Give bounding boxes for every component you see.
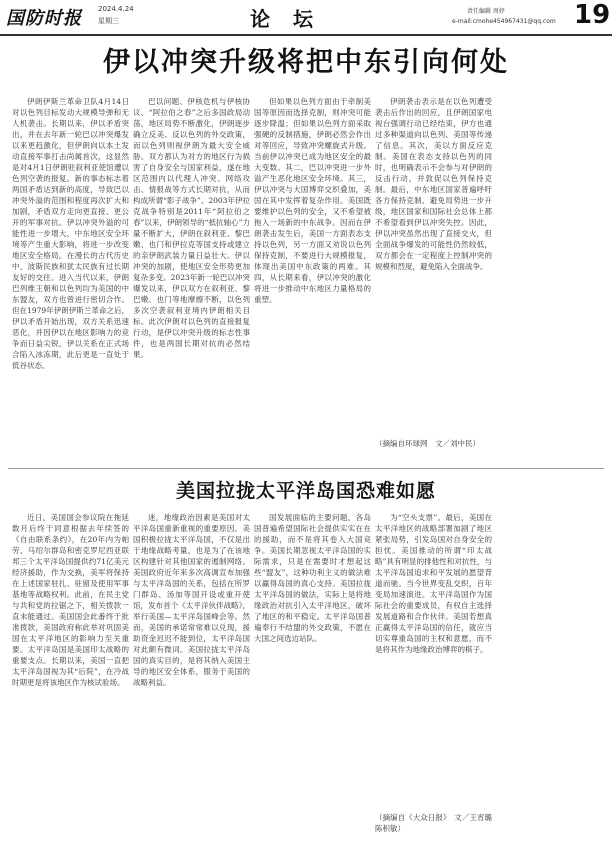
article-1-column-3-text: 但如果以色列方面由于牵制美国等原因而选择克制，则冲突可能逐步降温；但如果以色列方面采取强硬的反制措施，伊朗必然会作出对等回应，导致冲突螺旋式升级。当前伊以冲突已成为地区安全的最大变数。其二，巴以冲突进一步外溢产生恶化地区安全环境。其三，伊以冲突与大国博弈交织叠加，美国在其中发挥着复杂作用。美国既要维护以色列的安全，又不希望被拖入一场新的中东战争。因而在伊朗袭击发生后，美国一方面表态支持以色列，另一方面又劝说以色列保持克制，不要进行大规模报复，体现出美国中东政策的两难。其四，从长期来看，伊以冲突的激化将进一步推动中东地区力量格局的重塑。 xyxy=(254,97,371,304)
article-1-column-4-text: 伊朗袭击表示是在以色列遭受袭击后作出的回应，且伊朗国家电视台强调行动已经结束，伊方也通过多种渠道向以色列、美国等传递了信息。其次，美以方面反应克制。美国在表态支持以色列的同时，也明确表示不会参与对伊朗的反击行动，并敦促以色列保持克制。最后，中东地区国家普遍呼吁各方保持克制、避免局势进一步升级，地区国家和国际社会总体上都不希望看到伊以冲突失控。因此，伊以冲突虽然出现了直接交火，但全面战争爆发的可能性仍然较低，双方都会在一定程度上控制冲突的规模和烈度，避免陷入全面战争。 xyxy=(375,97,492,271)
article-1-column-1-text: 伊朗伊斯兰革命卫队4月14日对以色列目标发动大规模导弹和无人机袭击。长期以来，伊以矛盾突出，并在去年新一轮巴以冲突爆发以来更趋激化，但伊朗向以本土发动直接军事打击尚属首次，这显然是对4月1日伊朗驻叙利亚使馆遭以色列空袭的报复。新的事态标志着两国矛盾达到新的高度，导致巴以冲突外溢的范围和程度再次扩大和加剧，矛盾双方走向更直接、更公开的军事对抗。伊以冲突外溢的可能性进一步增大，中东地区安全环境等产生重大影响，将进一步改变地区安全格局。在漫长的古代历史中，波斯民族和犹太民族有过长期友好的交往。进入当代以来，伊朗巴列维王朝和以色列均为美国的中东盟友，双方也曾进行密切合作。但在1979年伊朗伊斯兰革命之后，伊以矛盾开始出现，双方关系迅速恶化，并因伊以在地区影响力的竞争而日益尖锐，伊以关系在正式场合陷入冰冻期，此后更是一直处于低谷状态。 xyxy=(12,97,129,370)
masthead xyxy=(0,0,612,36)
page-number: 19 xyxy=(574,0,611,30)
section-title: 论 坛 xyxy=(250,7,321,31)
article-2-column-1 xyxy=(12,512,129,842)
article-2-column-4 xyxy=(375,512,492,808)
newspaper-logo: 国防时报 xyxy=(6,8,82,29)
issue-date: 2024.4.24 xyxy=(98,5,134,13)
editor-email: e-mail:cmohe454967431@qq.com xyxy=(452,18,556,25)
article-1-credit: （摘编自环球网 文／刘中民） xyxy=(375,439,480,448)
article-2-column-3 xyxy=(254,512,371,842)
editor-credit: 责任编辑 周妤 xyxy=(467,8,505,15)
article-1-credit-box xyxy=(375,438,492,460)
article-2-column-4-text: 为“空头支票”。最后，美国在太平洋地区的战略部署加剧了地区紧张局势，引发岛国对自身安全的担忧。美国推动的所谓“印太战略”具有明显的排他性和对抗性，与太平洋岛国追求和平发展的愿望背道而驰。当今世界变乱交织，百年变局加速演进。太平洋岛国作为国际社会的重要成员，有权自主选择发展道路和合作伙伴。美国若想真正赢得太平洋岛国的信任，就应当切实尊重岛国的主权和意愿，而不是将其作为地缘政治博弈的棋子。 xyxy=(375,513,492,654)
article-2-column-2-text: 迷，地缘政治因素是美国对太平洋岛国重新重视的重要原因。美国积极拉拢太平洋岛国，不仅是出于地缘战略考量，也是为了在该地区构建针对其他国家的遏制网络。美国政府近年来多次高调宣布加强与太平洋岛国的关系，包括在所罗门群岛、汤加等国开设或重开使馆，发布首个《太平洋伙伴战略》，举行美国—太平洋岛国峰会等。然而，美国的承诺常常难以兑现，援助资金迟迟不能到位，太平洋岛国对此颇有微词。美国拉拢太平洋岛国的真实目的，是将其纳入美国主导的地区安全体系，服务于美国的战略利益。 xyxy=(133,513,250,687)
issue-weekday: 星期三 xyxy=(98,17,119,25)
article-1-headline: 伊以冲突升级将把中东引向何处 xyxy=(103,47,509,78)
article-divider xyxy=(8,468,604,469)
article-1-column-2-text: 巴以问题、伊核危机与伊核协议、“阿拉伯之春”之后多国政局动荡，地区局势不断激化，伊朗逐步确立反美、反以色列的外交政策，而以色列则视伊朗为最大安全威胁。双方都认为对方的地区行为损害了自身安全与国家利益，遂在地区范围内以代理人冲突、网络攻击、情报战等方式长期对抗，从而构成所谓“影子战争”。2003年伊拉克战争特别是2011年“阿拉伯之春”以来，伊朗领导的“抵抗轴心”力量不断扩大，伊朗在叙利亚、黎巴嫩、也门和伊拉克等国支持或建立的亲伊朗武装力量日益壮大。伊以冲突的加剧，使地区安全形势更加复杂多变。2023年新一轮巴以冲突爆发以来，伊以双方在叙利亚、黎巴嫩、也门等地摩擦不断，以色列多次空袭叙利亚境内伊朗相关目标。此次伊朗对以色列的直接报复行动，是伊以冲突升级的标志性事件，也是两国长期对抗的必然结果。 xyxy=(133,97,250,359)
article-2-column-3-text: 国发展面临的主要问题，各岛国普遍希望国际社会提供实实在在的援助，而不是将其卷入大国竞争。美国长期忽视太平洋岛国的实际需求，只是在需要时才想起这些“盟友”，这种功利主义的做法难以赢得岛国的真心支持。美国拉拢太平洋岛国的做法，实际上是将地缘政治对抗引入太平洋地区，破坏了地区的和平稳定。太平洋岛国普遍奉行不结盟的外交政策，不愿在大国之间选边站队。 xyxy=(254,513,371,643)
article-2-credit-box xyxy=(375,812,492,840)
article-2-column-1-text: 近日，美国国会参议院在拖延数月后终于同意根据去年续签的《自由联系条约》，在20年内为帕劳、马绍尔群岛和密克罗尼西亚联邦三个太平洋岛国提供约71亿美元经济援助，作为交换，美军将保持在上述国家驻扎、驻留及使用军事基地等战略权利。此前，在民主党与共和党的拉锯之下，相关拨款一直未能通过。美国国会此番终于批准拨款，美国政府称此举对巩固美国在太平洋地区的影响力至关重要。太平洋岛国是美国印太战略的重要支点。长期以来，美国一直把太平洋岛国视为其“后院”，在冷战时期更是将该地区作为核试验场。 xyxy=(12,513,129,687)
article-1-column-4 xyxy=(375,96,492,434)
article-1-column-1 xyxy=(12,96,129,464)
article-2-headline: 美国拉拢太平洋岛国恐难如愿 xyxy=(175,480,436,502)
article-2-column-2 xyxy=(133,512,250,842)
article-1-column-2 xyxy=(133,96,250,464)
article-1-column-3 xyxy=(254,96,371,464)
article-2-credit: （摘编自《大众日报》 文／王宵璐陈积敏） xyxy=(375,813,492,833)
